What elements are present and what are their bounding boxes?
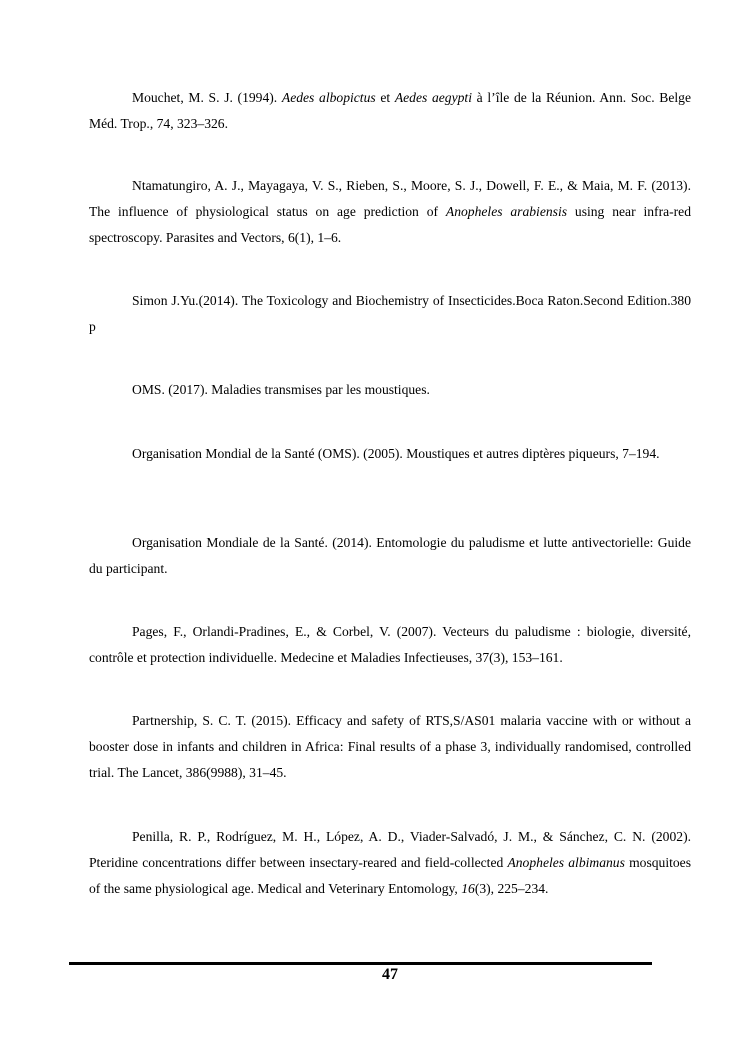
species-name: Anopheles arabiensis — [445, 204, 568, 219]
species-name: Aedes albopictus — [281, 90, 376, 105]
species-name: Anopheles albimanus — [507, 855, 625, 870]
reference-entry-oms-2005 — [89, 441, 691, 467]
volume-number: 16 — [461, 881, 475, 896]
reference-entry-partnership — [89, 708, 691, 786]
reference-entry-pages — [89, 619, 691, 671]
reference-text: Penilla, R. P., Rodríguez, M. H., López, A. D., Viader-Salvadó, J. M., & Sánchez, C. N. (2002). Pteridine concentrations differ between insectary-reared and field-collected — [89, 829, 691, 870]
reference-text: mosquitoes of the same physiological age. Medical and Veterinary Entomology, — [89, 855, 692, 896]
reference-entry-mouchet — [89, 85, 691, 137]
reference-entry-oms-2014 — [89, 530, 691, 582]
reference-entry-penilla — [89, 824, 691, 902]
reference-text: Simon J.Yu.(2014). The Toxicology and Biochemistry of Insecticides.Boca Raton.Second Edition.380 p — [89, 293, 691, 334]
reference-text: Pages, F., Orlandi-Pradines, E., & Corbel, V. (2007). Vecteurs du paludisme : biologie, diversité, contrôle et protection individuelle. Medecine et Maladies Infectieuses, 37(3), 153–161. — [89, 624, 691, 665]
reference-text: Organisation Mondial de la Santé (OMS). (2005). Moustiques et autres diptères piqueurs, 7–194. — [132, 446, 660, 461]
reference-text: et — [375, 90, 395, 105]
reference-text: OMS. (2017). Maladies transmises par les moustiques. — [132, 382, 430, 397]
reference-text: Ntamatungiro, A. J., Mayagaya, V. S., Rieben, S., Moore, S. J., Dowell, F. E., & Maia, M. F. (2013). The influence of physiological status on age prediction of — [89, 178, 691, 219]
page-number: 47 — [382, 966, 398, 983]
reference-entry-ntamatungiro — [89, 173, 691, 251]
reference-text: (3), 225–234. — [474, 881, 549, 896]
reference-entry-simon — [89, 288, 691, 340]
reference-text: Organisation Mondiale de la Santé. (2014). Entomologie du paludisme et lutte antivectorielle: Guide du participant. — [89, 535, 691, 576]
species-name: Aedes aegypti — [394, 90, 472, 105]
reference-text: Mouchet, M. S. J. (1994). — [132, 90, 282, 105]
reference-text: using near infra-red spectroscopy. Parasites and Vectors, 6(1), 1–6. — [89, 204, 692, 245]
reference-text: à l’île de la Réunion. Ann. Soc. Belge Méd. Trop., 74, 323–326. — [89, 90, 691, 131]
reference-entry-oms-2017 — [89, 377, 691, 403]
reference-text: Partnership, S. C. T. (2015). Efficacy and safety of RTS,S/AS01 malaria vaccine with or without a booster dose in infants and children in Africa: Final results of a phase 3, individually randomised, controlled trial. The Lancet, 386(9988), 31–45. — [89, 713, 691, 780]
